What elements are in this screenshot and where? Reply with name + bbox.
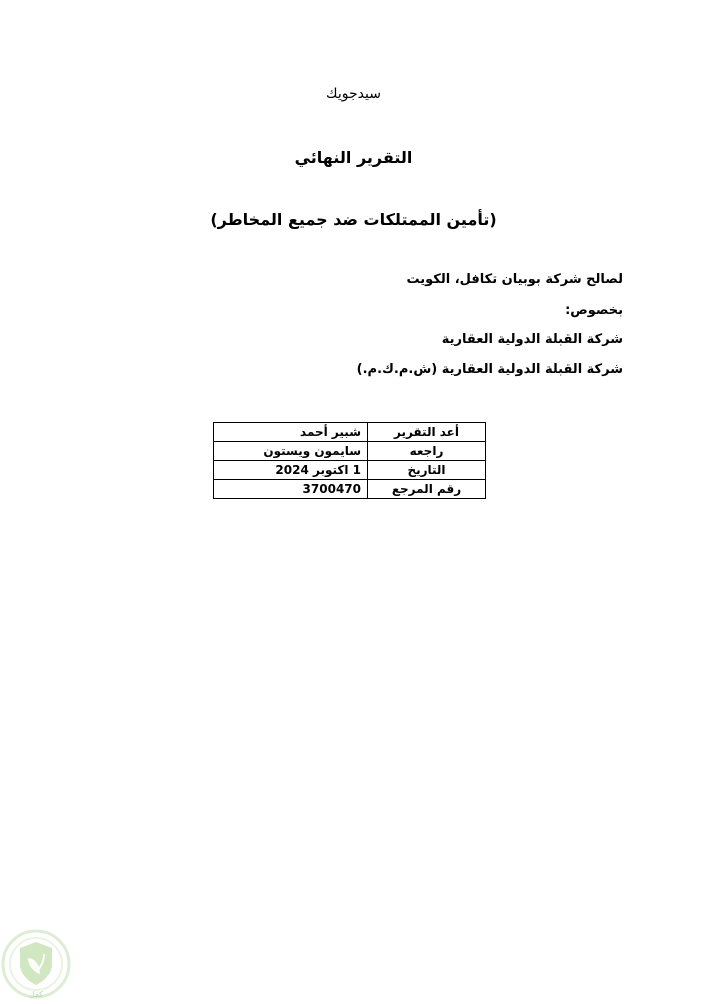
date-label: التاريخ bbox=[368, 461, 486, 480]
table-row bbox=[214, 442, 486, 461]
reference-value: 3700470 bbox=[214, 480, 368, 499]
table-row bbox=[214, 461, 486, 480]
reviewed-by-label: راجعه bbox=[368, 442, 486, 461]
table-row bbox=[214, 480, 486, 499]
company-name: سيدجويك bbox=[326, 86, 381, 102]
date-value: 1 اكتوبر 2024 bbox=[214, 461, 368, 480]
report-title: التقرير النهائي bbox=[294, 148, 413, 167]
reviewed-by-value: سايمون ويستون bbox=[214, 442, 368, 461]
regarding-label: بخصوص: bbox=[565, 303, 623, 318]
shield-leaf-logo-icon bbox=[0, 928, 72, 1000]
prepared-by-value: شبير أحمد bbox=[214, 423, 368, 442]
prepared-by-label: أعد التقرير bbox=[368, 423, 486, 442]
reference-label: رقم المرجع bbox=[368, 480, 486, 499]
subject-line-1: شركة القبلة الدولية العقارية bbox=[441, 332, 623, 347]
subject-line-2: شركة القبلة الدولية العقارية (ش.م.ك.م.) bbox=[356, 362, 623, 377]
addressee-line: لصالح شركة بوبيان تكافل، الكويت bbox=[406, 272, 623, 287]
report-subtitle: (تأمين الممتلكات ضد جميع المخاطر) bbox=[210, 210, 497, 229]
report-meta-table bbox=[213, 422, 486, 499]
svg-text:كفل: كفل bbox=[29, 990, 43, 999]
table-row bbox=[214, 423, 486, 442]
